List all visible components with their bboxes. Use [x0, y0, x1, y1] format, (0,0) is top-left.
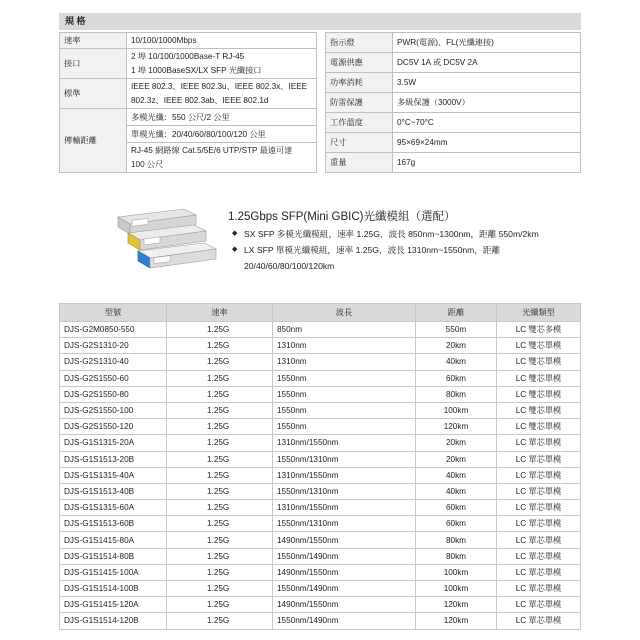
cell-rate: 1.25G: [167, 435, 273, 451]
cell-rate: 1.25G: [167, 548, 273, 564]
cell-wavelength: 1490nm/1550nm: [273, 597, 416, 613]
spec-row: [326, 113, 581, 133]
cell-model: DJS-G1S1514-120B: [60, 613, 167, 629]
spec-key: 傳輸距離: [60, 109, 127, 173]
spec-key: 速率: [60, 33, 127, 49]
cell-fiber-type: LC 單芯單模: [497, 548, 581, 564]
table-row: [60, 597, 581, 613]
cell-model: DJS-G2M0850-550: [60, 322, 167, 338]
cell-model: DJS-G2S1550-100: [60, 402, 167, 418]
cell-rate: 1.25G: [167, 581, 273, 597]
spec-key: 接口: [60, 49, 127, 79]
cell-model: DJS-G1S1415-100A: [60, 564, 167, 580]
cell-rate: 1.25G: [167, 386, 273, 402]
spec-value: 多模光纖：550 公尺/2 公里: [127, 109, 317, 126]
cell-wavelength: 1550nm: [273, 370, 416, 386]
cell-rate: 1.25G: [167, 322, 273, 338]
spec-value-line: RJ-45 網路線 Cat.5/5E/6 UTP/STP 最遠可達: [131, 145, 293, 155]
sfp-bullet-list: [232, 226, 582, 274]
cell-distance: 100km: [416, 564, 497, 580]
cell-rate: 1.25G: [167, 500, 273, 516]
table-row: [60, 613, 581, 629]
cell-rate: 1.25G: [167, 483, 273, 499]
cell-rate: 1.25G: [167, 613, 273, 629]
cell-rate: 1.25G: [167, 338, 273, 354]
sfp-bullet: ◆ SX SFP 多模光纖模組，速率 1.25G，波長 850nm~1300nm，距離 550m/2km: [232, 226, 582, 242]
cell-fiber-type: LC 雙芯單模: [497, 386, 581, 402]
table-row: [60, 354, 581, 370]
cell-fiber-type: LC 雙芯多模: [497, 322, 581, 338]
cell-fiber-type: LC 單芯單模: [497, 597, 581, 613]
col-header-rate: 速率: [167, 304, 273, 322]
cell-rate: 1.25G: [167, 354, 273, 370]
model-table-header: [60, 304, 581, 322]
cell-model: DJS-G2S1550-80: [60, 386, 167, 402]
spec-value: 10/100/1000Mbps: [127, 33, 317, 49]
cell-distance: 60km: [416, 370, 497, 386]
cell-fiber-type: LC 單芯單模: [497, 581, 581, 597]
col-header-model: 型號: [60, 304, 167, 322]
cell-distance: 40km: [416, 354, 497, 370]
spec-value-line: 1 埠 1000BaseSX/LX SFP 光纖接口: [131, 65, 262, 75]
cell-fiber-type: LC 雙芯單模: [497, 354, 581, 370]
spec-row: [326, 93, 581, 113]
table-row: [60, 564, 581, 580]
spec-value: 單模光纖：20/40/60/80/100/120 公里: [127, 126, 317, 143]
cell-distance: 120km: [416, 419, 497, 435]
spec-value: 多級保護（3000V）: [393, 93, 581, 113]
spec-key: 指示燈: [326, 33, 393, 53]
cell-distance: 40km: [416, 483, 497, 499]
spec-row: [326, 153, 581, 173]
cell-fiber-type: LC 雙芯單模: [497, 419, 581, 435]
cell-distance: 100km: [416, 581, 497, 597]
cell-wavelength: 1550nm/1310nm: [273, 451, 416, 467]
spec-value: [127, 143, 317, 173]
cell-distance: 20km: [416, 435, 497, 451]
cell-model: DJS-G1S1315-40A: [60, 467, 167, 483]
spec-value-line: IEEE 802.3、IEEE 802.3u、IEEE 802.3x、IEEE: [131, 81, 308, 91]
cell-wavelength: 1550nm: [273, 386, 416, 402]
table-row: [60, 435, 581, 451]
cell-rate: 1.25G: [167, 370, 273, 386]
cell-fiber-type: LC 單芯單模: [497, 532, 581, 548]
spec-value: 167g: [393, 153, 581, 173]
cell-fiber-type: LC 單芯單模: [497, 564, 581, 580]
table-row: [60, 370, 581, 386]
cell-distance: 100km: [416, 402, 497, 418]
spec-row: [60, 33, 317, 49]
cell-rate: 1.25G: [167, 451, 273, 467]
cell-fiber-type: LC 單芯單模: [497, 516, 581, 532]
cell-wavelength: 1310nm/1550nm: [273, 467, 416, 483]
spec-key: 防雷保護: [326, 93, 393, 113]
spec-key: 電源供應: [326, 53, 393, 73]
spec-right-table: [325, 32, 581, 173]
cell-wavelength: 850nm: [273, 322, 416, 338]
spec-value: [127, 49, 317, 79]
cell-model: DJS-G2S1310-20: [60, 338, 167, 354]
cell-wavelength: 1550nm/1310nm: [273, 483, 416, 499]
cell-wavelength: 1550nm: [273, 402, 416, 418]
cell-distance: 80km: [416, 532, 497, 548]
cell-wavelength: 1550nm: [273, 419, 416, 435]
spec-value: 0°C~70°C: [393, 113, 581, 133]
sfp-bullet: ◆ LX SFP 單模光纖模組，速率 1.25G，波長 1310nm~1550nm，距離 20/40/60/80/100/120km: [232, 242, 582, 274]
spec-value: 95×69×24mm: [393, 133, 581, 153]
cell-fiber-type: LC 雙芯單模: [497, 402, 581, 418]
cell-wavelength: 1550nm/1490nm: [273, 548, 416, 564]
table-row: [60, 581, 581, 597]
spec-row: [326, 133, 581, 153]
cell-distance: 120km: [416, 597, 497, 613]
cell-fiber-type: LC 單芯單模: [497, 500, 581, 516]
spec-section: [59, 13, 581, 173]
spec-value-line: 2 埠 10/100/1000Base-T RJ-45: [131, 51, 245, 61]
cell-rate: 1.25G: [167, 597, 273, 613]
table-row: [60, 419, 581, 435]
cell-wavelength: 1490nm/1550nm: [273, 532, 416, 548]
spec-value: PWR(電源)、FL(光纖連接): [393, 33, 581, 53]
table-row: [60, 500, 581, 516]
table-row: [60, 483, 581, 499]
cell-fiber-type: LC 單芯單模: [497, 467, 581, 483]
cell-model: DJS-G1S1513-40B: [60, 483, 167, 499]
sfp-title: 1.25Gbps SFP(Mini GBIC)光纖模組（選配）: [228, 211, 456, 223]
col-header-fiber-type: 光纖類型: [497, 304, 581, 322]
cell-fiber-type: LC 雙芯單模: [497, 370, 581, 386]
cell-rate: 1.25G: [167, 532, 273, 548]
model-table: [59, 303, 581, 630]
spec-value-line: 802.3z、IEEE 802.3ab、IEEE 802.1d: [131, 95, 269, 105]
cell-model: DJS-G2S1550-120: [60, 419, 167, 435]
cell-fiber-type: LC 單芯單模: [497, 613, 581, 629]
cell-model: DJS-G1S1415-120A: [60, 597, 167, 613]
cell-model: DJS-G2S1550-60: [60, 370, 167, 386]
spec-key: 功率消耗: [326, 73, 393, 93]
cell-distance: 80km: [416, 386, 497, 402]
table-row: [60, 386, 581, 402]
cell-distance: 20km: [416, 451, 497, 467]
cell-distance: 40km: [416, 467, 497, 483]
cell-rate: 1.25G: [167, 402, 273, 418]
cell-rate: 1.25G: [167, 564, 273, 580]
cell-wavelength: 1550nm/1490nm: [273, 613, 416, 629]
cell-rate: 1.25G: [167, 516, 273, 532]
cell-model: DJS-G1S1315-60A: [60, 500, 167, 516]
cell-wavelength: 1490nm/1550nm: [273, 564, 416, 580]
cell-wavelength: 1550nm/1490nm: [273, 581, 416, 597]
spec-key: 標準: [60, 79, 127, 109]
spec-value: 3.5W: [393, 73, 581, 93]
spec-key: 工作溫度: [326, 113, 393, 133]
table-row: [60, 338, 581, 354]
cell-model: DJS-G1S1513-60B: [60, 516, 167, 532]
cell-model: DJS-G1S1513-20B: [60, 451, 167, 467]
spec-header: 規 格: [59, 13, 581, 30]
cell-fiber-type: LC 單芯單模: [497, 451, 581, 467]
sfp-module-image: [110, 207, 220, 283]
spec-row: [60, 109, 317, 126]
spec-row: [60, 79, 317, 109]
spec-row: [326, 73, 581, 93]
table-row: [60, 516, 581, 532]
cell-wavelength: 1310nm: [273, 354, 416, 370]
cell-distance: 60km: [416, 500, 497, 516]
table-row: [60, 467, 581, 483]
table-row: [60, 322, 581, 338]
spec-row: [60, 49, 317, 79]
spec-key: 重量: [326, 153, 393, 173]
spec-left-table: [59, 32, 317, 173]
col-header-distance: 距離: [416, 304, 497, 322]
cell-fiber-type: LC 單芯單模: [497, 483, 581, 499]
spec-row: [326, 33, 581, 53]
spec-value: [127, 79, 317, 109]
cell-wavelength: 1550nm/1310nm: [273, 516, 416, 532]
cell-rate: 1.25G: [167, 467, 273, 483]
cell-model: DJS-G1S1514-80B: [60, 548, 167, 564]
spec-value-line: 100 公尺: [131, 159, 164, 169]
cell-distance: 60km: [416, 516, 497, 532]
table-row: [60, 532, 581, 548]
cell-distance: 550m: [416, 322, 497, 338]
table-row: [60, 402, 581, 418]
cell-wavelength: 1310nm/1550nm: [273, 435, 416, 451]
spec-key: 尺寸: [326, 133, 393, 153]
cell-model: DJS-G2S1310-40: [60, 354, 167, 370]
cell-rate: 1.25G: [167, 419, 273, 435]
spec-row: [326, 53, 581, 73]
cell-fiber-type: LC 單芯單模: [497, 435, 581, 451]
cell-fiber-type: LC 雙芯單模: [497, 338, 581, 354]
table-row: [60, 451, 581, 467]
cell-distance: 120km: [416, 613, 497, 629]
col-header-wavelength: 波長: [273, 304, 416, 322]
cell-distance: 80km: [416, 548, 497, 564]
cell-wavelength: 1310nm: [273, 338, 416, 354]
cell-distance: 20km: [416, 338, 497, 354]
spec-value: DC5V 1A 或 DC5V 2A: [393, 53, 581, 73]
table-row: [60, 548, 581, 564]
cell-wavelength: 1310nm/1550nm: [273, 500, 416, 516]
cell-model: DJS-G1S1415-80A: [60, 532, 167, 548]
cell-model: DJS-G1S1315-20A: [60, 435, 167, 451]
cell-model: DJS-G1S1514-100B: [60, 581, 167, 597]
model-table-body: [60, 322, 581, 630]
